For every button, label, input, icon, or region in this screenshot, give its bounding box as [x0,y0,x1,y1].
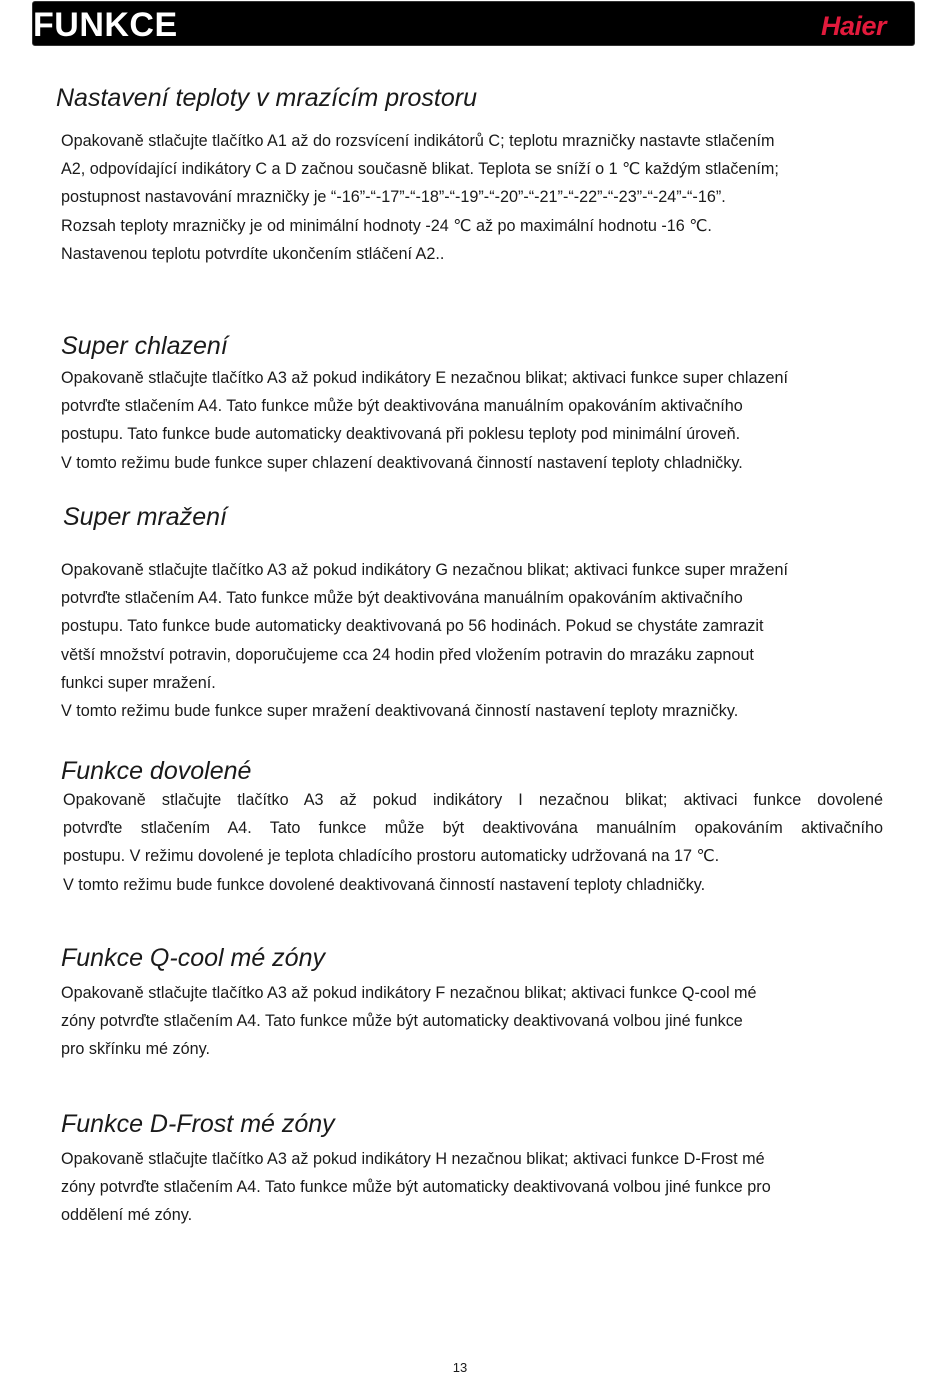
text-line: Nastavenou teplotu potvrdíte ukončením stláčení A2.. [61,244,445,263]
section-body [61,364,886,477]
text-line: Rozsah teploty mrazničky je od minimální hodnoty -24 ℃ až po maximální hodnotu -16 ℃. [61,216,712,235]
text-line: postupnost nastavování mrazničky je “-16”-“-17”-“-18”-“-19”-“-20”-“-21”-“-22”-“-23”-“-24”-“-16”. [61,188,726,207]
section-body [61,979,886,1064]
text-line: V tomto režimu bude funkce dovolené deaktivovaná činností nastavení teploty chladničky. [63,875,706,894]
section-super-freezing [61,503,886,725]
page-title: FUNKCE [33,6,178,44]
text-line: A2, odpovídající indikátory C a D začnou současně blikat. Teplota se sníží o 1 ℃ každým stlačením; [61,160,779,179]
text-line: Opakovaně stlačujte tlačítko A3 až pokud indikátory G nezačnou blikat; aktivaci funkce super mražení [61,561,789,579]
section-super-cooling [61,332,886,477]
text-line: pro skřínku mé zóny. [61,1040,211,1059]
section-qcool-my-zone [61,944,886,1064]
section-title: Nastavení teploty v mrazícím prostoru [56,84,477,112]
page-number: 13 [452,1360,468,1375]
text-line: oddělení mé zóny. [61,1206,193,1225]
text-line: postupu. Tato funkce bude automaticky deaktivovaná při poklesu teploty pod minimální úroveň. [61,425,741,444]
text-line: Opakovaně stlačujte tlačítko A1 až do rozsvícení indikátorů C; teplotu mrazničky nastavte stlačením [61,132,775,150]
section-body [61,1145,886,1230]
text-line: Opakovaně stlačujte tlačítko A3 až pokud indikátory I nezačnou blikat; aktivaci funkce dovolené [63,791,883,809]
section-freezer-temperature [56,84,886,268]
section-body [61,127,886,268]
text-line: V tomto režimu bude funkce super chlazení deaktivovaná činností nastavení teploty chladničky. [61,453,743,472]
text-line: větší množství potravin, doporučujeme cca 24 hodin před vložením potravin do mrazáku zapnout [61,645,754,664]
text-line: Opakovaně stlačujte tlačítko A3 až pokud indikátory E nezačnou blikat; aktivaci funkce super chlazení [61,369,789,387]
text-line: funkci super mražení. [61,673,216,692]
section-title: Funkce Q-cool mé zóny [61,944,325,972]
header-bar [32,1,915,46]
text-line: V tomto režimu bude funkce super mražení deaktivovaná činností nastavení teploty mrazničky. [61,702,739,721]
text-line: Opakovaně stlačujte tlačítko A3 až pokud indikátory H nezačnou blikat; aktivaci funkce D-Frost mé [61,1150,765,1168]
section-holiday-function [61,757,886,899]
section-title: Super mražení [63,503,227,531]
text-line: postupu. Tato funkce bude automaticky deaktivovaná po 56 hodinách. Pokud se chystáte zamrazit [61,617,764,636]
text-line: Opakovaně stlačujte tlačítko A3 až pokud indikátory F nezačnou blikat; aktivaci funkce Q-cool mé [61,984,757,1002]
text-line: zóny potvrďte stlačením A4. Tato funkce může být automaticky deaktivovaná volbou jiné funkce pro [61,1178,771,1197]
section-dfrost-my-zone [61,1110,886,1230]
section-title: Funkce dovolené [61,757,252,785]
section-title: Funkce D-Frost mé zóny [61,1110,335,1138]
text-line: potvrďte stlačením A4. Tato funkce může být deaktivována manuálním opakováním aktivačního [61,397,743,416]
section-body [61,556,886,725]
section-body [63,786,883,899]
section-title: Super chlazení [61,332,228,360]
text-line: zóny potvrďte stlačením A4. Tato funkce může být automaticky deaktivovaná volbou jiné funkce [61,1012,743,1031]
text-line: potvrďte stlačením A4. Tato funkce může být deaktivována manuálním opakováním aktivačního [61,589,743,608]
text-line: potvrďte stlačením A4. Tato funkce může být deaktivována manuálním opakováním aktivačního [63,819,883,838]
text-line: postupu. V režimu dovolené je teplota chladícího prostoru automaticky udržovaná na 17 ℃. [63,847,720,866]
haier-logo: Haier [820,11,886,41]
